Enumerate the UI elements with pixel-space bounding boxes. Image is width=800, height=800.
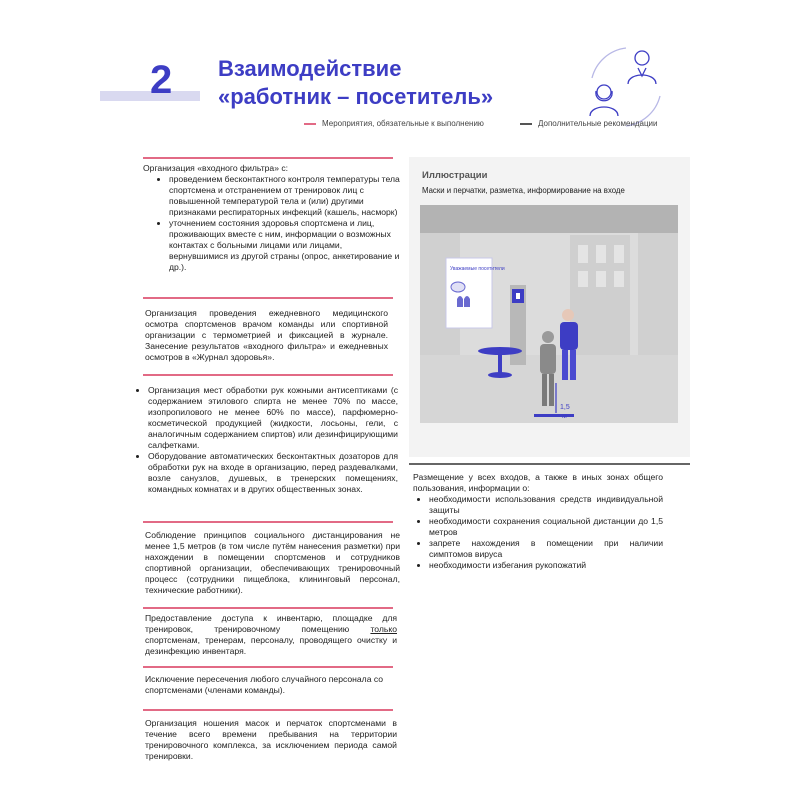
worker-visitor-icon <box>582 44 670 130</box>
block-hand-sanitizing <box>128 385 398 495</box>
section-number: 2 <box>150 58 173 102</box>
legend-mandatory-swatch <box>304 123 316 125</box>
illustration-subtitle: Маски и перчатки, разметка, информирование на входе <box>422 186 625 195</box>
divider-2 <box>143 297 393 299</box>
block-distancing: Соблюдение принципов социального дистанцирования не менее 1,5 метров (в том числе путём нанесения разметки) при нахождении в помещении спортсменов и сотрудников спортивной организации, обеспечивающих тренировочный процесс (сотрудники пищеблока, клининговый персонал, технические работники). <box>145 530 400 595</box>
legend-additional <box>520 119 658 128</box>
distance-label: 1,5 <box>560 404 570 411</box>
divider-4 <box>143 521 393 523</box>
divider-right <box>409 463 690 465</box>
block-medical-exam: Организация проведения ежедневного медицинского осмотра спортсменов врачом команды или спортивной организации с термометрией и фиксацией в журнале. Занесение результатов «входного фильтра» и ежедневных осмотров в «Журнал здоровья». <box>145 308 388 362</box>
divider-3 <box>143 374 393 376</box>
divider-6 <box>143 666 393 668</box>
list-item: • проведением бесконтактного контроля температуры тела спортсмена и отстранением от тренировок лиц с повышенной температурой тела и (или) другими признаками респираторных инфекций (кашель, насморк) <box>169 174 401 218</box>
page-title <box>218 55 493 111</box>
distance-unit: м <box>562 413 567 420</box>
block-inventory-access: Предоставление доступа к инвентарю, площадке для тренировок, тренировочному помещению только спортсменам, тренерам, персоналу, проводящего очистку и дезинфекцию инвентаря. <box>145 613 397 656</box>
list-item: • необходимости сохранения социальной дистанции до 1,5 метров <box>429 516 663 538</box>
title-line-1: Взаимодействие <box>218 56 402 81</box>
list-item: • уточнением состояния здоровья спортсмена и лиц, проживающих вместе с ним, информации о возможных контактах с больными лицами или лицами, вернувшимися из другой страны (опрос, анкетирование и др.). <box>169 218 401 273</box>
legend-additional-swatch <box>520 123 532 125</box>
block-entry-filter <box>143 163 401 273</box>
block-staff-separation: Исключение пересечения любого случайного персонала со спортсменами (членами команды). <box>145 674 384 695</box>
divider-7 <box>143 709 393 711</box>
legend-mandatory-label: Мероприятия, обязательные к выполнению <box>322 119 484 128</box>
list-item: • Организация мест обработки рук кожными антисептиками (с содержанием этилового спирта не менее 70% по массе, изопропилового не менее 60% по массе), парфюмерно-косметической продукцией (жидкости, лосьоны, гели, с аналогичным содержанием спиртов) или дезинфицирующими салфетками. <box>148 385 398 451</box>
block-masks-gloves: Организация ношения масок и перчаток спортсменами в течение всего времени пребывания на территории тренировочного комплекса, за исключением периода самой тренировки. <box>145 718 397 761</box>
list-item: • необходимости использования средств индивидуальной защиты <box>429 494 663 516</box>
divider-5 <box>143 607 393 609</box>
entrance-illustration <box>420 205 678 423</box>
block-intro: Размещение у всех входов, а также в иных зонах общего пользования, информации о: <box>413 472 663 493</box>
list-item: • Оборудование автоматических бесконтактных дозаторов для обработки рук на входе в организацию, перед раздевалками, возле санузлов, душевых, в тренерских помещениях, командных комнатах и в других общественных зонах. <box>148 451 398 495</box>
block-information-placement <box>413 472 663 571</box>
divider-1 <box>143 157 393 159</box>
block-intro: Организация «входного фильтра» с: <box>143 163 289 173</box>
list-item: • запрете нахождения в помещении при наличии симптомов вируса <box>429 538 663 560</box>
list-item: • необходимости избегания рукопожатий <box>429 560 663 571</box>
legend-additional-label: Дополнительные рекомендации <box>538 119 658 128</box>
illustration-title: Иллюстрации <box>422 170 488 181</box>
poster-text: Уважаемые посетители <box>450 266 505 272</box>
legend-mandatory <box>304 119 484 128</box>
title-line-2: «работник – посетитель» <box>218 84 494 109</box>
